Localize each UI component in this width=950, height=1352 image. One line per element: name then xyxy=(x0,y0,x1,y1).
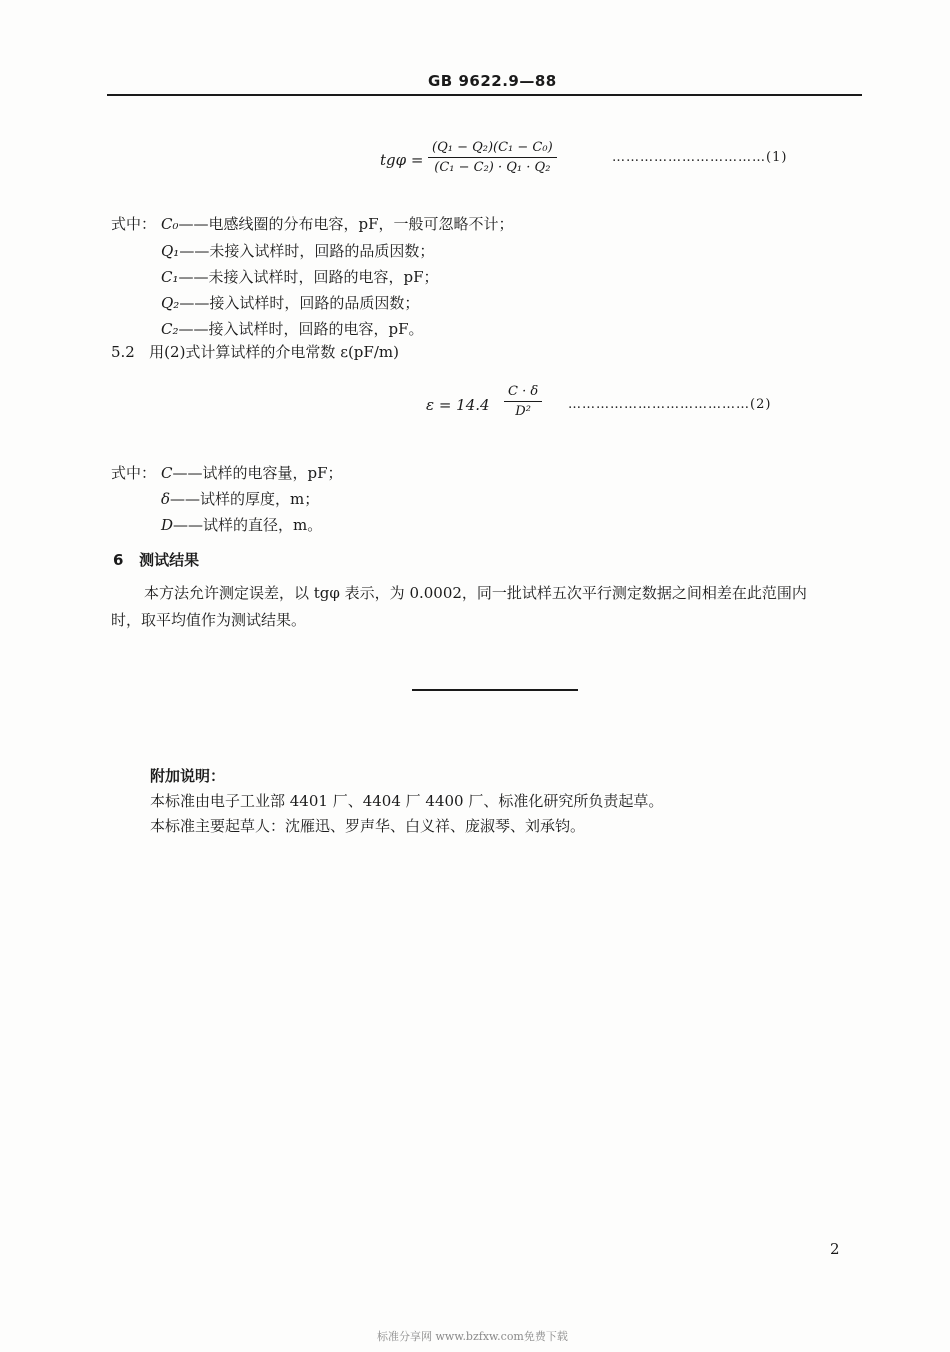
formula-1-lhs: tgφ = xyxy=(380,151,424,169)
end-of-text-rule xyxy=(412,689,578,691)
section-6-paragraph-line-2: 时，取平均值作为测试结果。 xyxy=(111,611,307,629)
where-1-item: Q₂——接入试样时，回路的品质因数； xyxy=(161,294,420,312)
where-2-item: C——试样的电容量，pF； xyxy=(161,464,343,482)
where-1-item: Q₁——未接入试样时，回路的品质因数； xyxy=(161,242,435,260)
formula-1-fraction xyxy=(428,140,557,175)
section-6-paragraph-line-1: 本方法允许测定误差，以 tgφ 表示，为 0.0002，同一批试样五次平行测定数据之间相差在此范围内 xyxy=(144,584,807,602)
clause-number: 5.2 xyxy=(111,343,135,361)
page-number: 2 xyxy=(830,1240,840,1258)
formula-2-lhs: ε = 14.4 xyxy=(426,396,490,414)
footer-watermark: 标准分享网 www.bzfxw.com免费下载 xyxy=(377,1330,568,1343)
appendix-line-1: 本标准由电子工业部 4401 厂、4404 厂 4400 厂、标准化研究所负责起草。 xyxy=(150,792,664,810)
where-1-prefix: 式中： xyxy=(111,215,157,233)
clause-text: 用(2)式计算试样的介电常数 ε(pF/m) xyxy=(149,343,399,361)
formula-2-numerator: C · δ xyxy=(504,384,542,402)
standard-code-header: GB 9622.9—88 xyxy=(428,72,557,90)
where-1-item: C₂——接入试样时，回路的电容，pF。 xyxy=(161,320,424,338)
where-2-item: δ——试样的厚度，m； xyxy=(161,490,320,508)
appendix-line-2: 本标准主要起草人：沈雁迅、罗声华、白义祥、庞淑琴、刘承钧。 xyxy=(150,817,586,835)
appendix-title: 附加说明： xyxy=(150,767,226,785)
formula-2-denominator: D² xyxy=(515,404,531,419)
header-rule xyxy=(107,94,862,96)
where-2-item: D——试样的直径，m。 xyxy=(161,516,323,534)
formula-2-fraction xyxy=(504,384,542,419)
where-2-prefix: 式中： xyxy=(111,464,157,482)
section-number: 6 xyxy=(113,551,124,569)
clause-5-2 xyxy=(111,341,399,362)
section-6-heading xyxy=(113,549,199,570)
formula-1-denominator: (C₁ − C₂) · Q₁ · Q₂ xyxy=(434,160,551,175)
formula-1-number: ……………………………(1) xyxy=(612,150,788,165)
formula-1-numerator: (Q₁ − Q₂)(C₁ − C₀) xyxy=(428,140,557,158)
formula-2-number: …………………………………(2) xyxy=(568,397,772,412)
section-title: 测试结果 xyxy=(139,551,200,569)
where-1-item: C₁——未接入试样时，回路的电容，pF； xyxy=(161,268,439,286)
where-1-item: C₀——电感线圈的分布电容，pF，一般可忽略不计； xyxy=(161,215,514,233)
